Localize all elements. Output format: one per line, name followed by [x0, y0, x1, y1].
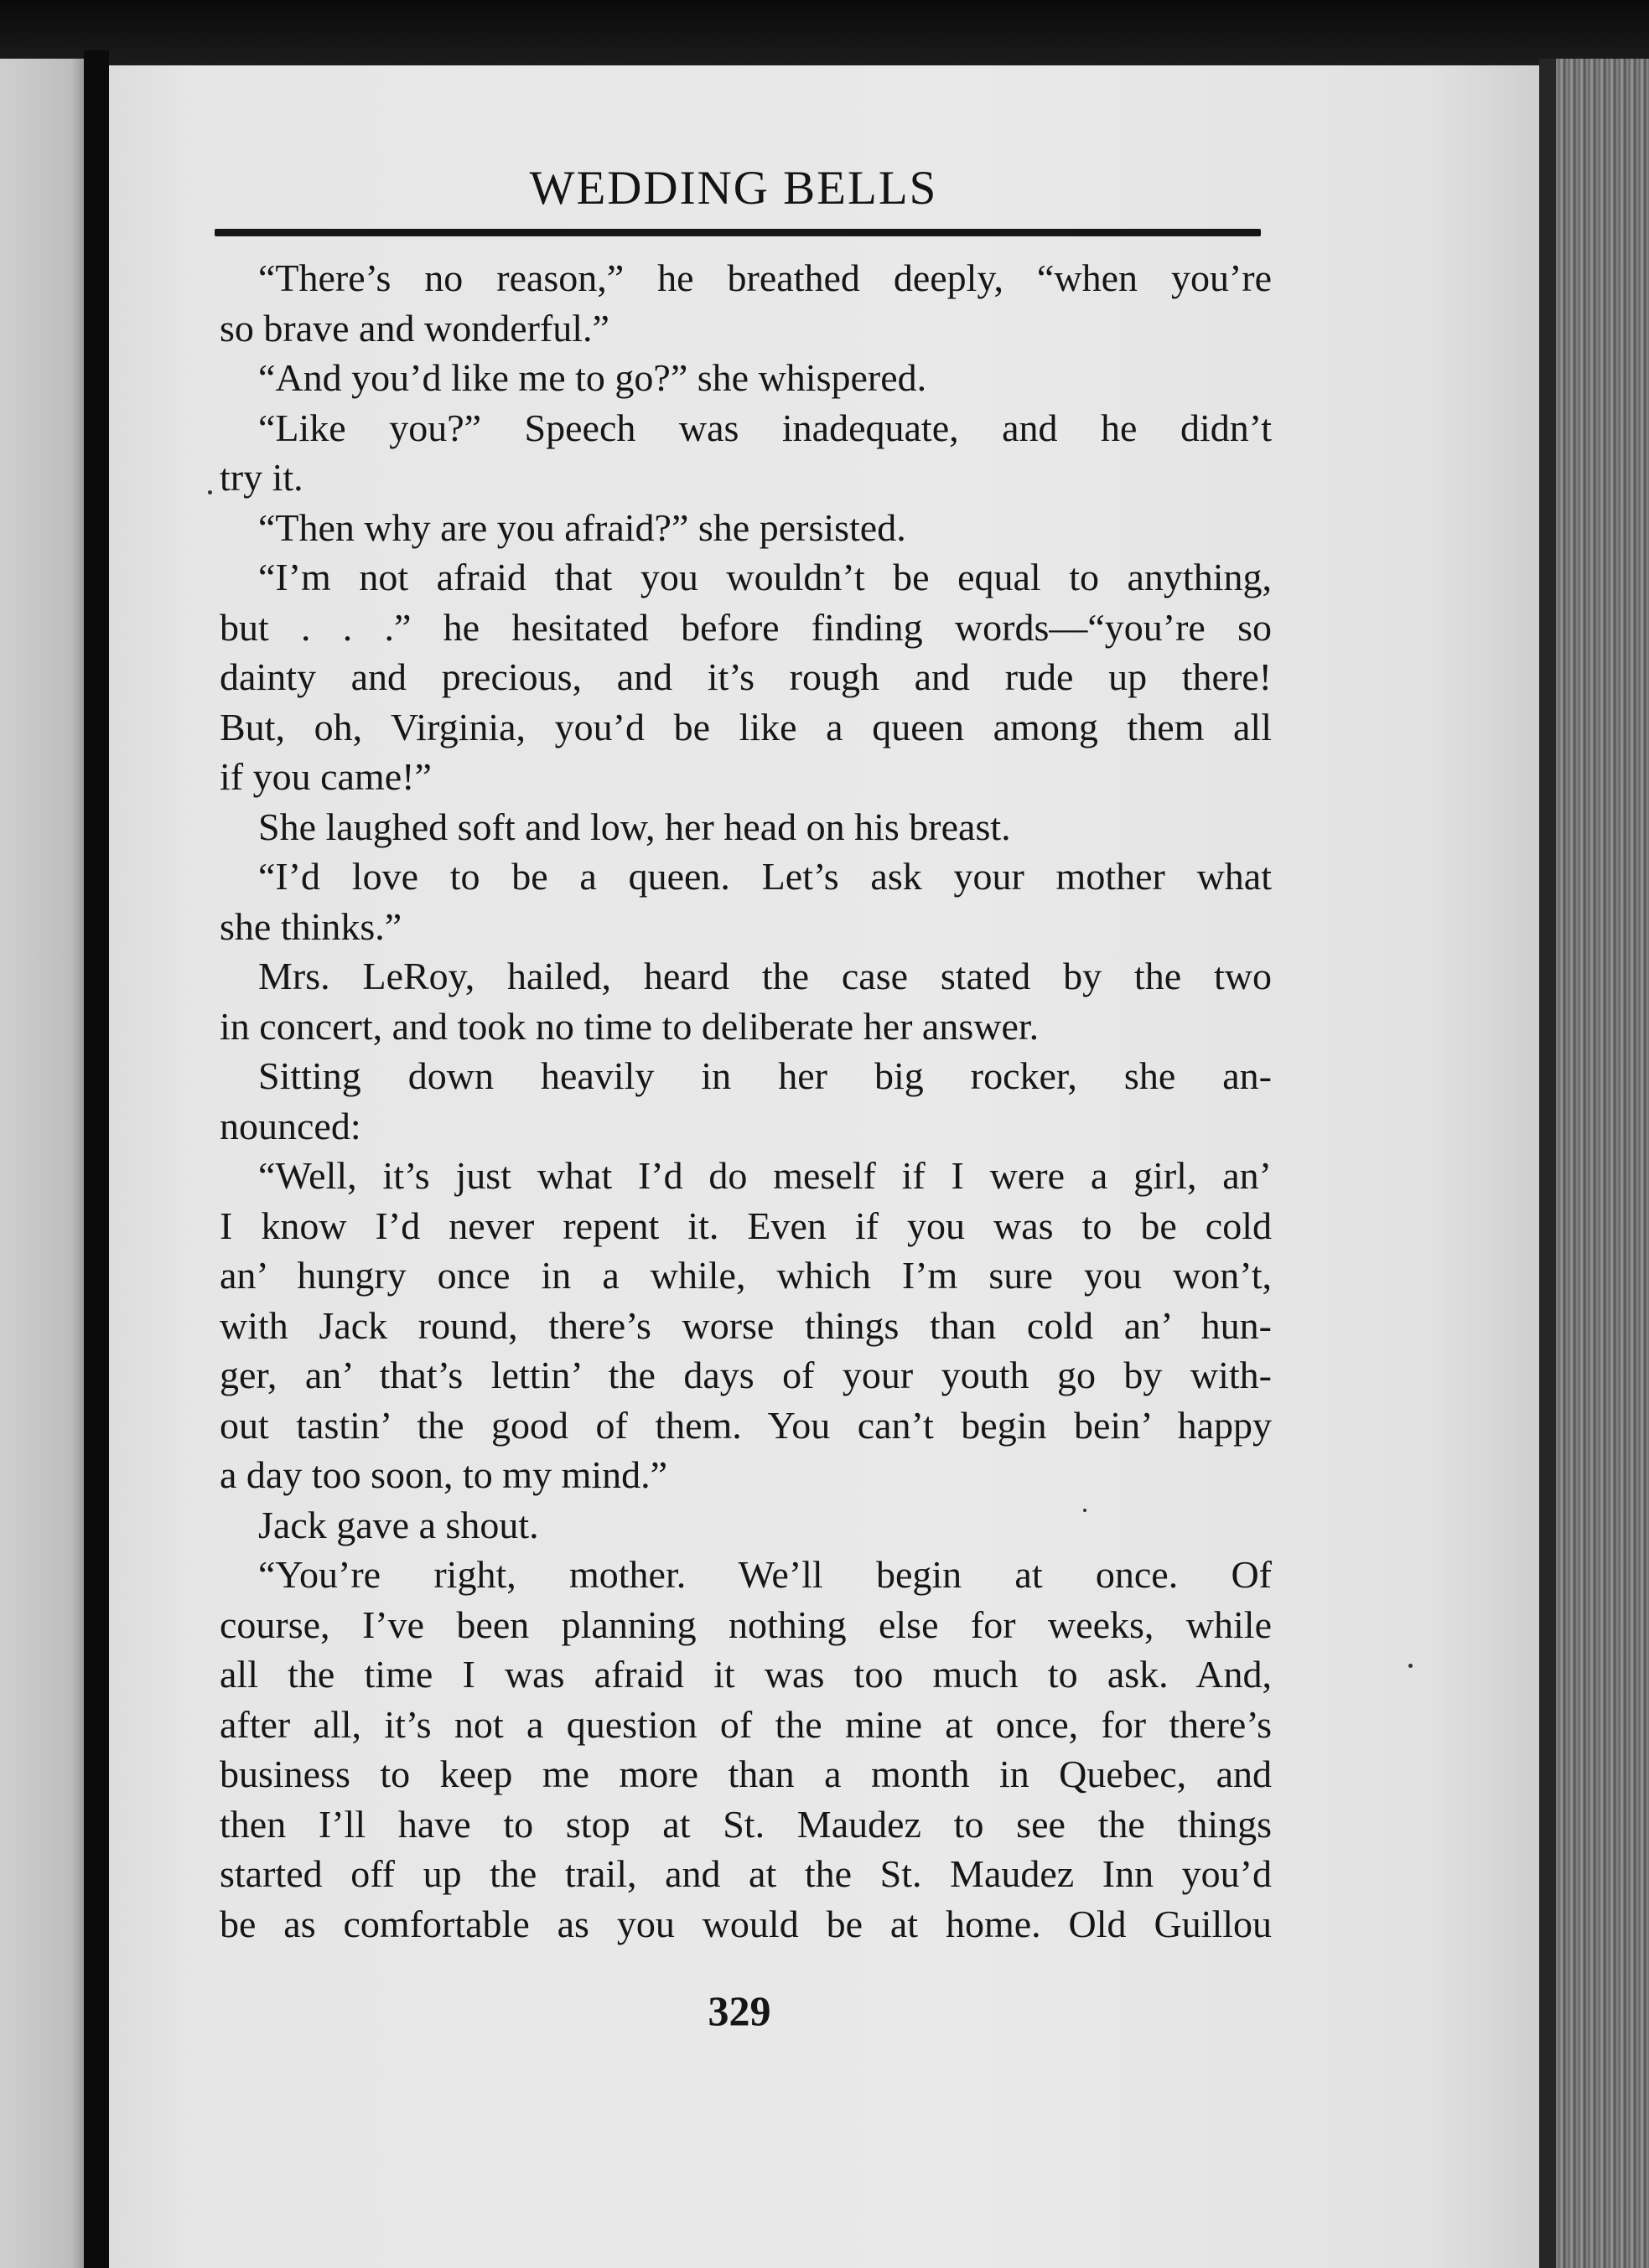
book-gutter — [84, 50, 109, 2268]
text-line: “Then why are you afraid?” she persisted. — [258, 505, 906, 549]
text-line: be as comfortable as you would be at home. Old Guillou — [220, 1902, 1272, 1945]
text-line: started off up the trail, and at the St. Maudez Inn you’d — [220, 1852, 1272, 1895]
text-line: so brave and wonderful.” — [220, 306, 609, 350]
text-line: business to keep me more than a month in Quebec, and — [220, 1753, 1272, 1795]
scan-top-border — [0, 0, 1649, 67]
text-line: with Jack round, there’s worse things than cold an’ hun- — [220, 1303, 1272, 1347]
text-line: she thinks.” — [220, 904, 402, 948]
text-line: then I’ll have to stop at St. Maudez to see the things — [220, 1802, 1272, 1846]
page-number: 329 — [708, 1987, 771, 2034]
text-line: course, I’ve been planning nothing else for weeks, while — [220, 1603, 1272, 1646]
text-line: after all, it’s not a question of the mine at once, for there’s — [220, 1702, 1272, 1746]
text-line: if you came!” — [220, 755, 432, 798]
text-line: in concert, and took no time to deliberate her answer. — [220, 1004, 1040, 1048]
text-line: an’ hungry once in a while, which I’m sure you won’t, — [220, 1254, 1272, 1297]
text-line: “Well, it’s just what I’d do meself if I were a girl, an’ — [258, 1154, 1272, 1197]
text-line: dainty and precious, and it’s rough and rude up there! — [220, 655, 1272, 698]
text-line: She laughed soft and low, her head on his breast. — [258, 805, 1011, 848]
text-line: “And you’d like me to go?” she whispered. — [258, 356, 927, 399]
text-line: out tastin’ the good of them. You can’t begin bein’ happy — [220, 1403, 1272, 1447]
text-line: Jack gave a shout. — [258, 1503, 539, 1546]
text-line: “Like you?” Speech was inadequate, and he didn’t — [258, 406, 1272, 449]
text-line: ger, an’ that’s lettin’ the days of your youth go by with- — [220, 1354, 1272, 1396]
text-line: Mrs. LeRoy, hailed, heard the case stated by the two — [258, 955, 1272, 997]
text-line: “I’m not afraid that you wouldn’t be equal to anything, — [258, 556, 1272, 598]
facing-page-edge — [0, 59, 84, 2268]
text-line: try it. — [220, 456, 303, 499]
scan-speck — [208, 490, 212, 495]
text-line: but . . .” he hesitated before finding words—“you’re so — [220, 605, 1272, 649]
text-line: But, oh, Virginia, you’d be like a queen among them all — [220, 705, 1272, 748]
running-head-rule — [215, 229, 1261, 236]
text-line: Sitting down heavily in her big rocker, she an- — [258, 1054, 1272, 1097]
text-line: a day too soon, to my mind.” — [220, 1453, 668, 1496]
text-line: “I’d love to be a queen. Let’s ask your mother what — [258, 855, 1272, 898]
text-line: “You’re right, mother. We’ll begin at once. Of — [258, 1553, 1272, 1596]
text-line: I know I’d never repent it. Even if you was to be cold — [220, 1204, 1272, 1247]
page-block-shadow — [1539, 59, 1556, 2268]
text-line: “There’s no reason,” he breathed deeply, “when you’re — [258, 256, 1272, 299]
body-text — [220, 253, 1272, 1949]
text-line: all the time I was afraid it was too much to ask. And, — [220, 1653, 1272, 1696]
scan-speck — [1408, 1664, 1413, 1668]
running-head: WEDDING BELLS — [529, 162, 938, 215]
scan-speck — [1083, 1509, 1086, 1512]
text-line: nounced: — [220, 1104, 361, 1147]
